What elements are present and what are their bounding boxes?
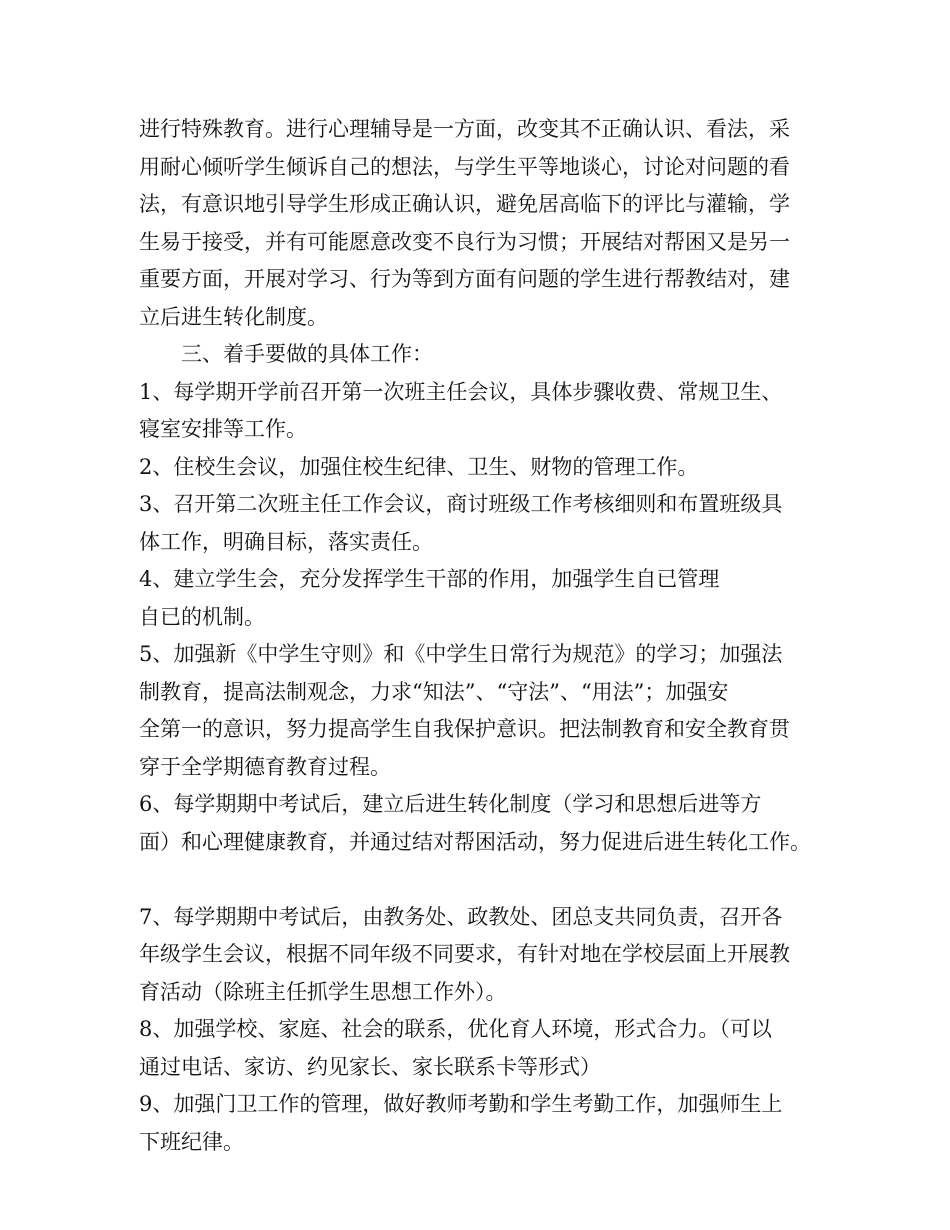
list-item-6: 6、每学期期中考试后，建立后进生转化制度（学习和思想后进等方 — [139, 792, 762, 816]
section-heading: 三、着手要做的具体工作： — [181, 342, 433, 366]
document-body — [139, 111, 839, 1161]
text-line: 全第一的意识，努力提高学生自我保护意识。把法制教育和安全教育贯 — [139, 717, 790, 741]
text-line: 生易于接受，并有可能愿意改变不良行为习惯；开展结对帮困又是另一 — [139, 229, 790, 254]
text-line: 面）和心理健康教育，并通过结对帮困活动，努力促进后进生转化工作。 — [139, 829, 811, 854]
text-line: 通过电话、家访、约见家长、家长联系卡等形式） — [139, 1054, 601, 1079]
text-line: 用耐心倾听学生倾诉自己的想法，与学生平等地谈心，讨论对问题的看 — [139, 154, 790, 179]
list-item-4: 4、建立学生会，充分发挥学生干部的作用，加强学生自已管理 — [139, 567, 720, 591]
text-line: 育活动（除班主任抓学生思想工作外）。 — [139, 979, 507, 1004]
text-line: 下班纪律。 — [139, 1129, 244, 1154]
list-item-1: 1、每学期开学前召开第一次班主任会议，具体步骤收费、常规卫生、 — [139, 379, 783, 404]
text-line: 重要方面，开展对学习、行为等到方面有问题的学生进行帮教结对，建 — [139, 267, 790, 291]
text-line: 法，有意识地引导学生形成正确认识，避免居高临下的评比与灌输，学 — [139, 192, 790, 216]
list-item-5: 5、加强新《中学生守则》和《中学生日常行为规范》的学习；加强法 — [139, 642, 783, 666]
text-line: 立后进生转化制度。 — [139, 304, 328, 329]
list-item-7: 7、每学期期中考试后，由教务处、政教处、团总支共同负责，召开各 — [139, 904, 783, 929]
paragraph-gap — [139, 861, 839, 899]
text-line: 穿于全学期德育教育过程。 — [139, 754, 391, 779]
text-line: 进行特殊教育。进行心理辅导是一方面，改变其不正确认识、看法，采 — [139, 117, 790, 141]
list-item-2: 2、住校生会议，加强住校生纪律、卫生、财物的管理工作。 — [139, 454, 699, 479]
text-line: 自已的机制。 — [139, 604, 265, 629]
text-line: 寝室安排等工作。 — [139, 417, 307, 441]
text-line: 制教育，提高法制观念，力求“知法”、“守法”、“用法”；加强安 — [139, 679, 729, 704]
text-line: 年级学生会议，根据不同年级不同要求，有针对地在学校层面上开展教 — [139, 942, 790, 966]
list-item-8: 8、加强学校、家庭、社会的联系，优化育人环境，形式合力。（可以 — [139, 1017, 772, 1041]
text-line: 体工作，明确目标，落实责任。 — [139, 529, 433, 554]
list-item-3: 3、召开第二次班主任工作会议，商讨班级工作考核细则和布置班级具 — [139, 492, 783, 516]
list-item-9: 9、加强门卫工作的管理，做好教师考勤和学生考勤工作，加强师生上 — [139, 1092, 783, 1116]
